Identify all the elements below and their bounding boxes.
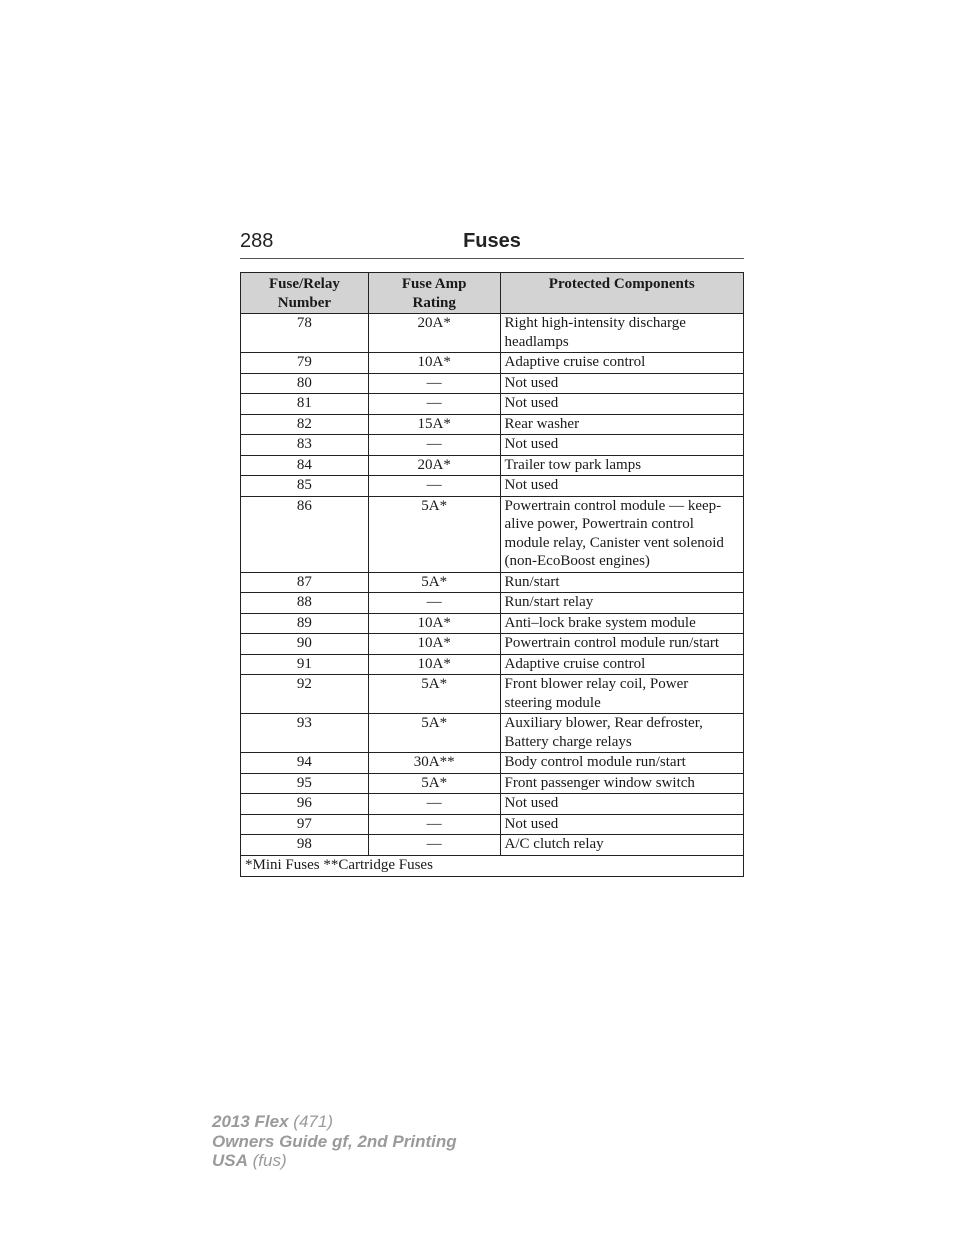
protected-components-cell: Adaptive cruise control [500,654,743,675]
protected-components-cell: Not used [500,435,743,456]
page-number: 288 [240,230,274,252]
fuse-number-cell: 95 [241,773,369,794]
amp-rating-cell: — [368,373,500,394]
protected-components-cell: Adaptive cruise control [500,353,743,374]
fuse-number-cell: 97 [241,814,369,835]
protected-components-cell: Rear washer [500,414,743,435]
column-header-line: Number [277,294,332,311]
fuse-table [240,272,744,877]
fuse-number-cell: 92 [241,675,369,714]
footer-line-2 [212,1132,457,1152]
amp-rating-cell: 20A* [368,314,500,353]
amp-rating-cell: 10A* [368,353,500,374]
table-row [241,414,744,435]
table-row [241,794,744,815]
fuse-number-cell: 91 [241,654,369,675]
fuse-number-cell: 87 [241,572,369,593]
fuse-number-cell: 96 [241,794,369,815]
fuse-rows [241,314,744,856]
table-row [241,496,744,572]
protected-components-cell: Body control module run/start [500,753,743,774]
protected-components-cell: Run/start relay [500,593,743,614]
fuse-number-cell: 78 [241,314,369,353]
table-row [241,613,744,634]
protected-components-cell: Right high-intensity discharge headlamps [500,314,743,353]
amp-rating-cell: 30A** [368,753,500,774]
protected-components-cell: Front blower relay coil, Power steering module [500,675,743,714]
table-row [241,814,744,835]
table-row [241,753,744,774]
fuse-number-cell: 81 [241,394,369,415]
amp-rating-cell: — [368,593,500,614]
column-header-line: Protected Components [548,276,695,292]
table-row [241,314,744,353]
fuse-number-cell: 93 [241,714,369,753]
column-header-protected-components [500,273,743,314]
amp-rating-cell: 20A* [368,455,500,476]
table-footnote: *Mini Fuses **Cartridge Fuses [241,855,744,877]
column-header-line: Fuse Amp [401,276,467,292]
fuse-number-cell: 89 [241,613,369,634]
protected-components-cell: Front passenger window switch [500,773,743,794]
table-row [241,654,744,675]
protected-components-cell: Not used [500,476,743,497]
table-row [241,835,744,856]
table-row [241,435,744,456]
table-header-row [241,273,744,314]
table-row [241,455,744,476]
table-row [241,373,744,394]
protected-components-cell: Not used [500,814,743,835]
footer-market: USA [212,1151,248,1170]
fuse-number-cell: 79 [241,353,369,374]
amp-rating-cell: 10A* [368,654,500,675]
amp-rating-cell: 15A* [368,414,500,435]
footer-model: 2013 Flex [212,1112,289,1131]
table-row [241,714,744,753]
column-header-line: Fuse/Relay [269,276,340,292]
fuse-number-cell: 83 [241,435,369,456]
protected-components-cell: Powertrain control module run/start [500,634,743,655]
amp-rating-cell: — [368,794,500,815]
fuse-number-cell: 94 [241,753,369,774]
protected-components-cell: Run/start [500,572,743,593]
amp-rating-cell: 10A* [368,634,500,655]
amp-rating-cell: — [368,814,500,835]
footer-line-1 [212,1112,457,1132]
column-header-fuse-amp-rating [368,273,500,314]
table-footnote-row [241,855,744,877]
amp-rating-cell: 5A* [368,714,500,753]
fuse-number-cell: 82 [241,414,369,435]
amp-rating-cell: 10A* [368,613,500,634]
fuse-number-cell: 80 [241,373,369,394]
protected-components-cell: Not used [500,373,743,394]
fuse-number-cell: 90 [241,634,369,655]
table-row [241,476,744,497]
protected-components-cell: Anti–lock brake system module [500,613,743,634]
table-row [241,675,744,714]
protected-components-cell: Trailer tow park lamps [500,455,743,476]
fuse-number-cell: 85 [241,476,369,497]
page-header [240,228,744,259]
amp-rating-cell: 5A* [368,675,500,714]
page-title: Fuses [463,230,521,252]
protected-components-cell: Not used [500,394,743,415]
amp-rating-cell: 5A* [368,773,500,794]
table-row [241,593,744,614]
table-row [241,394,744,415]
column-header-line: Rating [412,294,456,311]
footer-model-code: (471) [293,1112,333,1131]
fuse-number-cell: 86 [241,496,369,572]
footer-line-3 [212,1151,457,1171]
footer-guide: Owners Guide gf, 2nd Printing [212,1131,457,1151]
amp-rating-cell: — [368,476,500,497]
table-row [241,353,744,374]
amp-rating-cell: 5A* [368,496,500,572]
page-footer [212,1112,457,1171]
amp-rating-cell: 5A* [368,572,500,593]
protected-components-cell: Auxiliary blower, Rear defroster, Battery charge relays [500,714,743,753]
table-row [241,572,744,593]
fuse-number-cell: 88 [241,593,369,614]
protected-components-cell: Not used [500,794,743,815]
protected-components-cell: A/C clutch relay [500,835,743,856]
amp-rating-cell: — [368,435,500,456]
footer-market-code: (fus) [252,1151,287,1170]
amp-rating-cell: — [368,394,500,415]
table-row [241,773,744,794]
amp-rating-cell: — [368,835,500,856]
protected-components-cell: Powertrain control module — keep-alive power, Powertrain control module relay, Canister vent solenoid (non-EcoBoost engines) [500,496,743,572]
column-header-fuse-relay-number [241,273,369,314]
table-row [241,634,744,655]
fuse-number-cell: 98 [241,835,369,856]
fuse-number-cell: 84 [241,455,369,476]
